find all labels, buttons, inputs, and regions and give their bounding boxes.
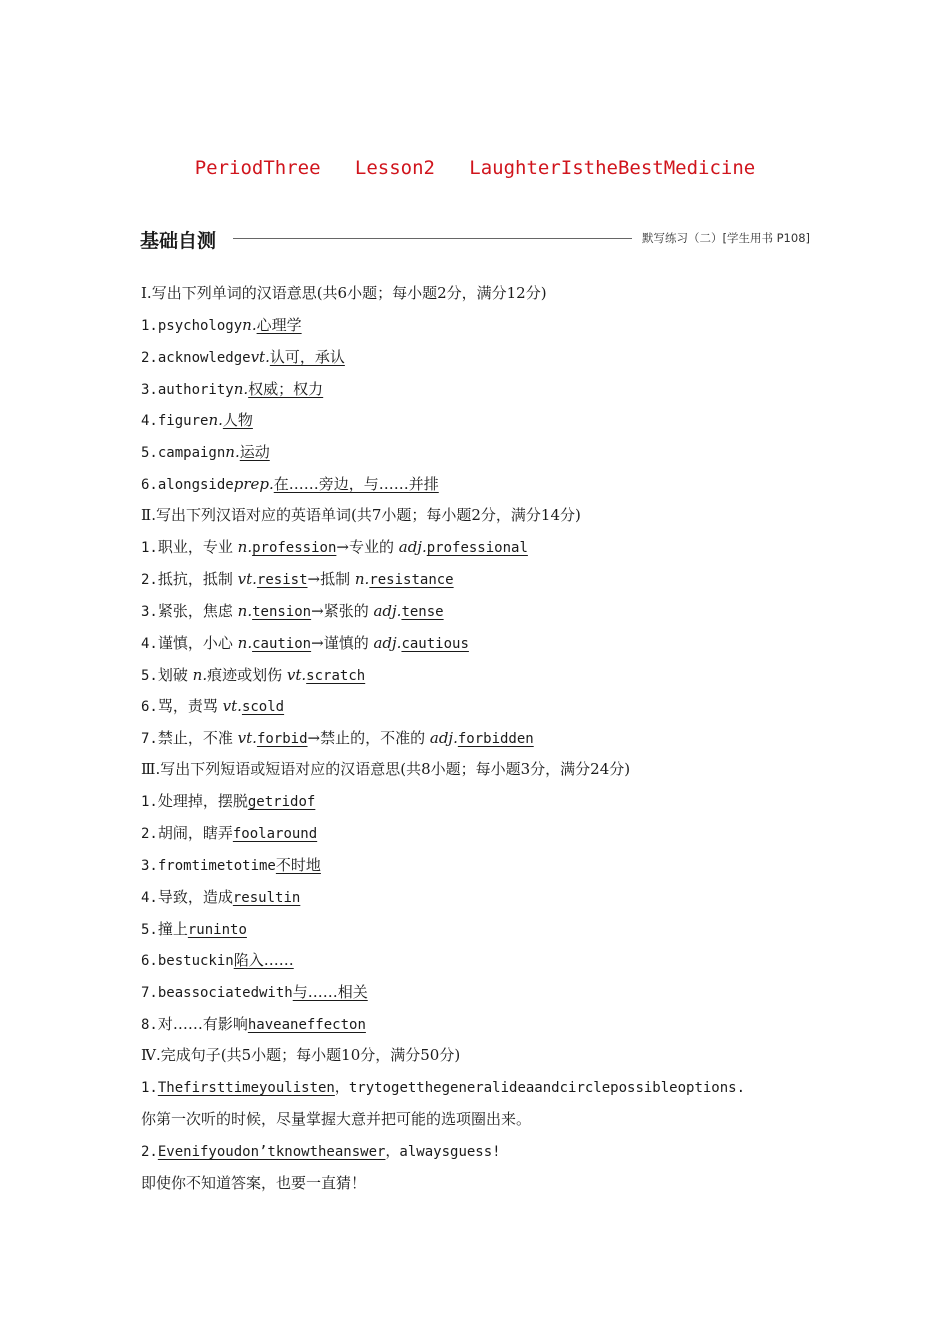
answer: resultin xyxy=(232,890,301,906)
list-item: 1.处理掉，摆脱getridof xyxy=(141,792,316,810)
answer: cautious xyxy=(401,636,469,652)
list-item: 1.psychologyn.心理学 xyxy=(141,316,302,334)
list-item: 5.campaignn.运动 xyxy=(141,443,270,461)
answer: scratch xyxy=(306,668,366,684)
part1-header: Ⅰ.写出下列单词的汉语意思(共6小题；每小题2分，满分12分) xyxy=(141,284,547,302)
answer: caution xyxy=(252,636,312,652)
section-header xyxy=(140,226,810,254)
answer: scold xyxy=(241,699,285,715)
answer: runinto xyxy=(187,922,247,938)
answer: 人物 xyxy=(222,411,253,429)
list-item: 4.谨慎，小心 n.caution→谨慎的 adj.cautious xyxy=(141,634,469,652)
answer: tense xyxy=(401,604,444,620)
list-item: 8.对……有影响haveaneffecton xyxy=(141,1015,366,1033)
list-item: 2.胡闹，瞎弄foolaround xyxy=(141,824,318,842)
list-item: 4.导致，造成resultin xyxy=(141,888,301,906)
list-item: 2.Evenifyoudon’tknowtheanswer，alwaysguess! xyxy=(141,1144,501,1160)
list-item: 6.alongsideprep.在……旁边，与……并排 xyxy=(141,475,439,493)
list-item: 3.authorityn.权威；权力 xyxy=(141,380,324,398)
answer: 权威；权力 xyxy=(248,380,324,398)
list-item: 3.紧张，焦虑 n.tension→紧张的 adj.tense xyxy=(141,602,444,620)
list-item: 2.抵抗，抵制 vt.resist→抵制 n.resistance xyxy=(141,570,454,588)
answer: foolaround xyxy=(232,826,318,842)
answer: Evenifyoudon’tknowtheanswer xyxy=(157,1144,386,1160)
answer: forbidden xyxy=(457,731,534,747)
part3-header: Ⅲ.写出下列短语或短语对应的汉语意思(共8小题；每小题3分，满分24分) xyxy=(141,760,631,778)
section-heading: 基础自测 xyxy=(140,230,217,252)
translation: 即使你不知道答案，也要一直猜！ xyxy=(141,1174,367,1192)
answer: 陷入…… xyxy=(233,951,294,969)
list-item: 7.禁止，不准 vt.forbid→禁止的，不准的 adj.forbidden xyxy=(141,729,534,747)
section-reference: 默写练习（二）[学生用书 P108] xyxy=(641,231,810,245)
part2-header: Ⅱ.写出下列汉语对应的英语单词(共7小题；每小题2分，满分14分) xyxy=(141,506,581,524)
list-item: 5.撞上runinto xyxy=(141,920,247,938)
answer: 心理学 xyxy=(256,316,302,334)
answer: 认可，承认 xyxy=(269,348,345,366)
list-item: 2.acknowledgevt.认可，承认 xyxy=(141,348,345,366)
answer: getridof xyxy=(247,794,316,810)
answer: resistance xyxy=(369,572,454,588)
list-item: 4.figuren.人物 xyxy=(141,411,253,429)
section-divider xyxy=(233,238,632,239)
answer: 运动 xyxy=(239,443,270,461)
answer: 不时地 xyxy=(275,856,321,874)
list-item: 1.职业，专业 n.profession→专业的 adj.professional xyxy=(141,538,528,556)
page-title: PeriodThree Lesson2 LaughterIstheBestMedicine xyxy=(194,157,756,179)
answer: professional xyxy=(426,540,528,556)
answer: forbid xyxy=(256,731,308,747)
part4-header: Ⅳ.完成句子(共5小题；每小题10分，满分50分) xyxy=(141,1046,461,1064)
answer: tension xyxy=(252,604,312,620)
answer: haveaneffecton xyxy=(247,1017,366,1033)
list-item: 3.fromtimetotime不时地 xyxy=(141,856,321,874)
list-item: 6.bestuckin陷入…… xyxy=(141,951,294,969)
answer: resist xyxy=(256,572,308,588)
translation: 你第一次听的时候，尽量掌握大意并把可能的选项圈出来。 xyxy=(141,1110,532,1128)
answer: 与……相关 xyxy=(292,983,368,1001)
list-item: 7.beassociatedwith与……相关 xyxy=(141,983,368,1001)
answer: Thefirsttimeyoulisten xyxy=(157,1080,335,1096)
list-item: 5.划破 n.痕迹或划伤 vt.scratch xyxy=(141,666,366,684)
list-item: 1.Thefirsttimeyoulisten，trytogetthegeneralideaandcirclepossibleoptions. xyxy=(141,1080,746,1096)
answer: profession xyxy=(252,540,337,556)
list-item: 6.骂，责骂 vt.scold xyxy=(141,697,285,715)
answer: 在……旁边，与……并排 xyxy=(273,475,439,493)
